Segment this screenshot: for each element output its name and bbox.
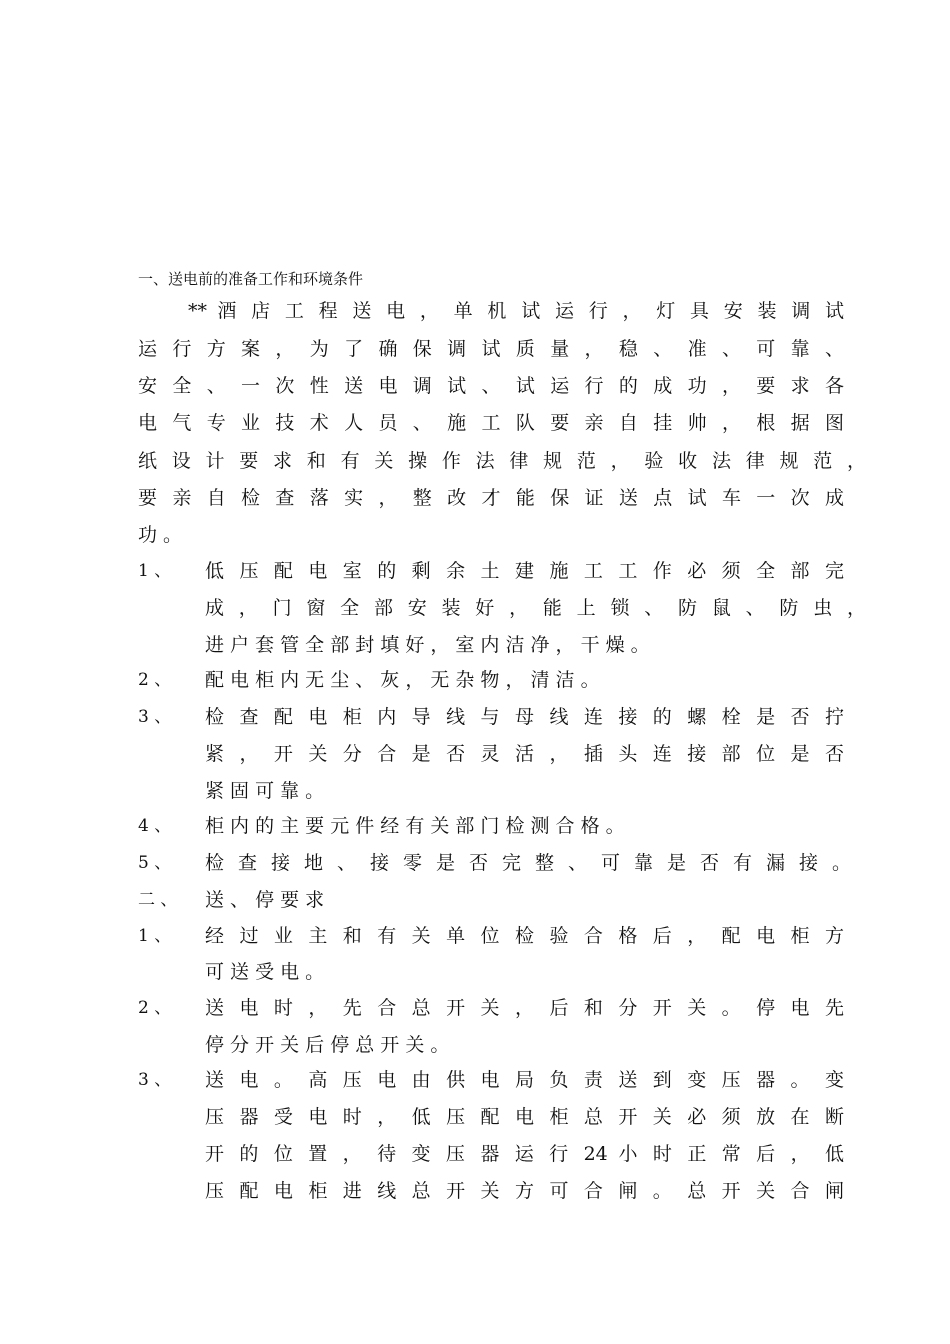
list-item-line: 检 查 接 地 、 接 零 是 否 完 整 、 可 靠 是 否 有 漏 接 。 — [205, 852, 851, 874]
list-item-number: 4 、 — [138, 816, 172, 836]
list-item-line: 送 电 时 ， 先 合 总 开 关 ， 后 和 分 开 关 。 停 电 先 — [205, 997, 844, 1019]
list-item-line: 压 器 受 电 时 ， 低 压 配 电 柜 总 开 关 必 须 放 在 断 — [205, 1106, 844, 1128]
list-item-number: 2 、 — [138, 670, 172, 690]
intro-line: ** 酒 店 工 程 送 电 ， 单 机 试 运 行 ， 灯 具 安 装 调 试 — [188, 300, 844, 322]
intro-line: 运 行 方 案 ， 为 了 确 保 调 试 质 量 ， 稳 、 准 、 可 靠 、 — [138, 338, 844, 360]
list-item-line: 压 配 电 柜 进 线 总 开 关 方 可 合 闸 。 总 开 关 合 闸 — [205, 1180, 844, 1202]
list-item-line: 进 户 套 管 全 部 封 填 好 ， 室 内 洁 净 ， 干 燥 。 — [205, 634, 650, 656]
list-item-line: 检 查 配 电 柜 内 导 线 与 母 线 连 接 的 螺 栓 是 否 拧 — [205, 706, 844, 728]
list-item-line: 停 分 开 关 后 停 总 开 关 。 — [205, 1034, 450, 1056]
list-item-line: 低 压 配 电 室 的 剩 余 土 建 施 工 工 作 必 须 全 部 完 — [205, 560, 844, 582]
list-item-line: 开 的 位 置 ， 待 变 压 器 运 行 24 小 时 正 常 后 ， 低 — [205, 1143, 844, 1165]
list-item-line: 经 过 业 主 和 有 关 单 位 检 验 合 格 后 ， 配 电 柜 方 — [205, 925, 844, 947]
intro-line: 安 全 、 一 次 性 送 电 调 试 、 试 运 行 的 成 功 ， 要 求 各 — [138, 375, 844, 397]
list-item-line: 紧 固 可 靠 。 — [205, 780, 325, 802]
section-2-number: 二 、 — [138, 890, 178, 910]
list-item-number: 3 、 — [138, 1070, 172, 1090]
list-item-line: 配 电 柜 内 无 尘 、 灰 ， 无 杂 物 ， 清 洁 。 — [205, 669, 600, 691]
intro-line: 要 亲 自 检 查 落 实 ， 整 改 才 能 保 证 送 点 试 车 一 次 成 — [138, 487, 844, 509]
list-item-number: 2 、 — [138, 998, 172, 1018]
intro-line: 功 。 — [138, 524, 183, 546]
intro-line: 纸 设 计 要 求 和 有 关 操 作 法 律 规 范 ， 验 收 法 律 规 范 ， — [138, 450, 866, 472]
list-item-number: 3 、 — [138, 707, 172, 727]
section-1-heading: 一、送电前的准备工作和环境条件 — [138, 270, 364, 288]
section-2-heading: 送 、 停 要 求 — [205, 889, 325, 911]
list-item-line: 送 电 。 高 压 电 由 供 电 局 负 责 送 到 变 压 器 。 变 — [205, 1069, 844, 1091]
list-item-line: 柜 内 的 主 要 元 件 经 有 关 部 门 检 测 合 格 。 — [205, 815, 625, 837]
intro-line: 电 气 专 业 技 术 人 员 、 施 工 队 要 亲 自 挂 帅 ， 根 据 图 — [138, 412, 844, 434]
list-item-line: 成 ， 门 窗 全 部 安 装 好 ， 能 上 锁 、 防 鼠 、 防 虫 ， — [205, 597, 866, 619]
list-item-number: 5 、 — [138, 853, 172, 873]
list-item-line: 紧 ， 开 关 分 合 是 否 灵 活 ， 插 头 连 接 部 位 是 否 — [205, 743, 844, 765]
list-item-number: 1 、 — [138, 926, 172, 946]
list-item-number: 1 、 — [138, 561, 172, 581]
list-item-line: 可 送 受 电 。 — [205, 961, 325, 983]
